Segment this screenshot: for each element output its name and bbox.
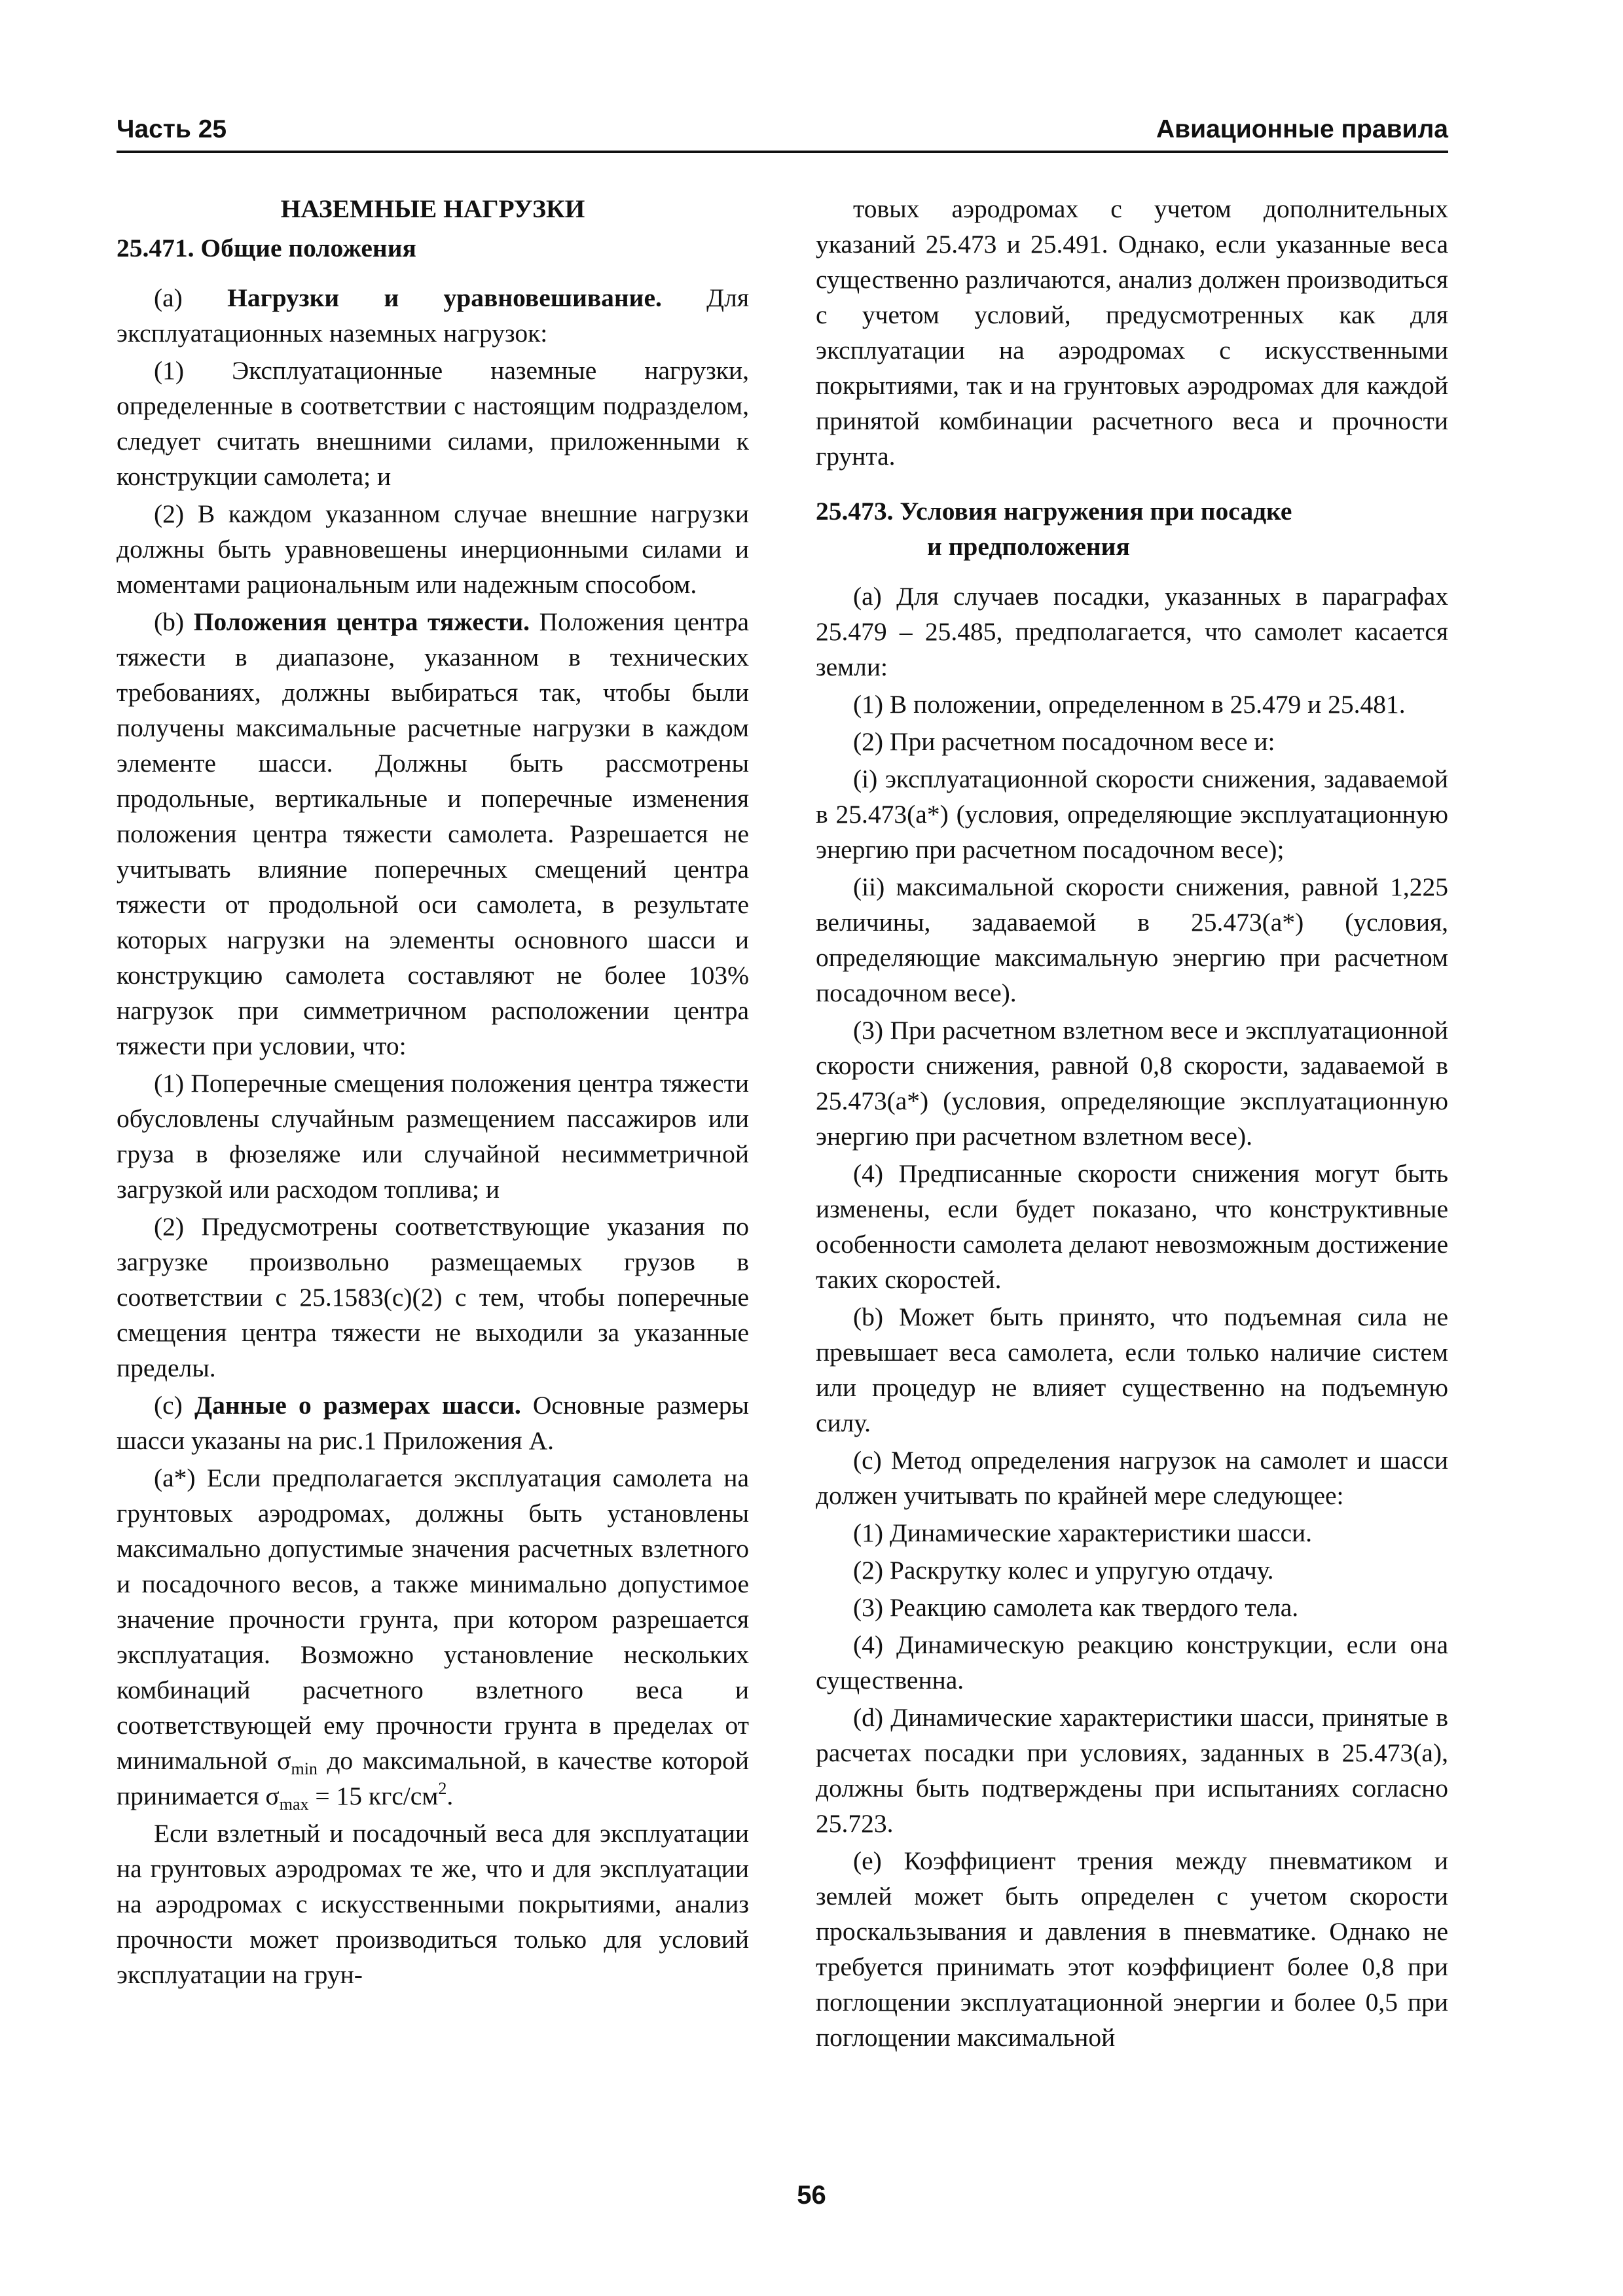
paragraph-c: [117, 1388, 749, 1458]
paragraph-weights: Если взлетный и посадочный веса для эксплуатации на грунтовых аэродромах те же, что и для эксплуатации на аэродромах с искусственными покрытиями, анализ прочности может производиться только для условий эксплуатации на грун-: [117, 1819, 749, 1989]
paragraph-a-star-text-2: до максимальной, в качестве которой принимается σ: [117, 1746, 749, 1810]
left-column: [117, 191, 749, 1994]
paragraph-473-a: (a) Для случаев посадки, указанных в параграфах 25.479 – 25.485, предполагается, что самолет касается земли:: [816, 582, 1448, 681]
paragraph-473-d: (d) Динамические характеристики шасси, принятые в расчетах посадки при условиях, заданных в 25.473(a), должны быть подтверждены при испытаниях согласно 25.723.: [816, 1703, 1448, 1838]
heading-25-471: 25.471. Общие положения: [117, 234, 416, 262]
heading-25-473-line1: 25.473. Условия нагружения при посадке: [816, 497, 1292, 526]
paragraph-a1: (1) Эксплуатационные наземные нагрузки, определенные в соответствии с настоящим подразделом, следует считать внешними силами, приложенными к конструкции самолета; и: [117, 356, 749, 491]
header-part-label: Часть 25: [117, 115, 227, 143]
heading-25-473: [816, 493, 1448, 564]
paragraph-b1: (1) Поперечные смещения положения центра тяжести обусловлены случайным размещением пассажиров или груза в фюзеляже или случайной несимметричной загрузкой или расходом топлива; и: [117, 1069, 749, 1204]
paragraph-473-a4: (4) Предписанные скорости снижения могут быть изменены, если будет показано, что конструктивные особенности самолета делают невозможным достижение таких скоростей.: [816, 1159, 1448, 1294]
paragraph-a-text: Для эксплуатационных наземных нагрузок:: [117, 283, 749, 348]
paragraph-a-star-end: .: [447, 1782, 454, 1810]
paragraph-473-a2: (2) При расчетном посадочном весе и:: [853, 727, 1275, 756]
paragraph-b: [117, 604, 749, 1064]
heading-25-473-line2: и предположения: [927, 532, 1130, 561]
paragraph-473-b: (b) Может быть принято, что подъемная сила не превышает веса самолета, если только наличие систем или процедур не влияет существенно на подъемную силу.: [816, 1302, 1448, 1437]
paragraph-a-star-text: (a*) Если предполагается эксплуатация самолета на грунтовых аэродромах, должны быть установлены максимально допустимые значения расчетных взлетного и посадочного весов, а также минимально допустимое значение прочности грунта, при котором разрешается эксплуатация. Возможно установление нескольких комбинаций расчетного взлетного веса и соответствующей ему прочности грунта в пределах от минимальной σ: [117, 1463, 749, 1775]
paragraph-c-text: Основные размеры шасси указаны на рис.1 Приложения А.: [117, 1391, 749, 1455]
paragraph-473-c4: (4) Динамическую реакцию конструкции, если она существенна.: [816, 1630, 1448, 1695]
paragraph-473-c1: (1) Динамические характеристики шасси.: [853, 1518, 1313, 1547]
paragraph-b-title: Положения центра тяжести.: [193, 607, 530, 636]
section-title: НАЗЕМНЫЕ НАГРУЗКИ: [280, 194, 585, 223]
paragraph-473-c: (c) Метод определения нагрузок на самолет и шасси должен учитывать по крайней мере следующее:: [816, 1446, 1448, 1510]
paragraph-b-prefix: (b): [154, 607, 194, 636]
paragraph-a-prefix: (a): [154, 283, 228, 312]
paragraph-473-ai: (i) эксплуатационной скорости снижения, задаваемой в 25.473(a*) (условия, определяющие эксплуатационную энергию при расчетном посадочном весе);: [816, 764, 1448, 864]
paragraph-a-star-text-3: = 15 кгс/см: [308, 1782, 439, 1810]
paragraph-473-e: (e) Коэффициент трения между пневматиком и землей может быть определен с учетом скорости проскальзывания и давления в пневматике. Однако не требуется принимать этот коэффициент более 0,8 при поглощении эксплуатационной энергии и более 0,5 при поглощении максимальной: [816, 1846, 1448, 2052]
paragraph-a2: (2) В каждом указанном случае внешние нагрузки должны быть уравновешены инерционными силами и моментами рациональным или надежным способом.: [117, 499, 749, 599]
paragraph-c-title: Данные о размерах шасси.: [194, 1391, 521, 1420]
paragraph-473-a1: (1) В положении, определенном в 25.479 и 25.481.: [853, 690, 1406, 719]
paragraph-b2: (2) Предусмотрены соответствующие указания по загрузке произвольно размещаемых грузов в соответствии с 25.1583(c)(2) с тем, чтобы поперечные смещения центра тяжести не выходили за указанные пределы.: [117, 1212, 749, 1382]
page-header: [117, 111, 1448, 153]
paragraph-c-prefix: (c): [154, 1391, 194, 1420]
square-superscript: 2: [438, 1779, 447, 1798]
paragraph-a-title: Нагрузки и уравновешивание.: [227, 283, 662, 312]
paragraph-473-aii: (ii) максимальной скорости снижения, равной 1,225 величины, задаваемой в 25.473(a*) (условия, определяющие максимальную энергию при расчетном посадочном весе).: [816, 872, 1448, 1007]
paragraph-473-c2: (2) Раскрутку колес и упругую отдачу.: [853, 1556, 1274, 1585]
header-title: Авиационные правила: [1156, 115, 1448, 143]
paragraph-b-text: Положения центра тяжести в диапазоне, указанном в технических требованиях, должны выбираться так, чтобы были получены максимальные расчетные нагрузки в каждом элементе шасси. Должны быть рассмотрены продольные, вертикальные и поперечные изменения положения центра тяжести самолета. Разрешается не учитывать влияние поперечных смещений центра тяжести от продольной оси самолета, в результате которых нагрузки на элементы основного шасси и конструкцию самолета составляют не более 103% нагрузок при симметричном расположении центра тяжести при условии, что:: [117, 607, 750, 1060]
sigma-max-subscript: max: [279, 1795, 309, 1814]
paragraph-473-c3: (3) Реакцию самолета как твердого тела.: [853, 1593, 1299, 1622]
paragraph-473-a3: (3) При расчетном взлетном весе и эксплуатационной скорости снижения, равной 0,8 скорости, задаваемой в 25.473(a*) (условия, определяющие эксплуатационную энергию при расчетном взлетном весе).: [816, 1016, 1448, 1151]
paragraph-continuation: товых аэродромах с учетом дополнительных указаний 25.473 и 25.491. Однако, если указанные веса существенно различаются, анализ должен производиться с учетом условий, предусмотренных как для эксплуатации на аэродромах с искусственными покрытиями, так и на грунтовых аэродромах для каждой принятой комбинации расчетного веса и прочности грунта.: [816, 194, 1448, 471]
paragraph-a: [117, 280, 749, 351]
paragraph-a-star: [117, 1460, 749, 1814]
sigma-min-subscript: min: [291, 1759, 318, 1778]
page-number: 56: [797, 2181, 826, 2210]
right-column: [816, 191, 1448, 2057]
